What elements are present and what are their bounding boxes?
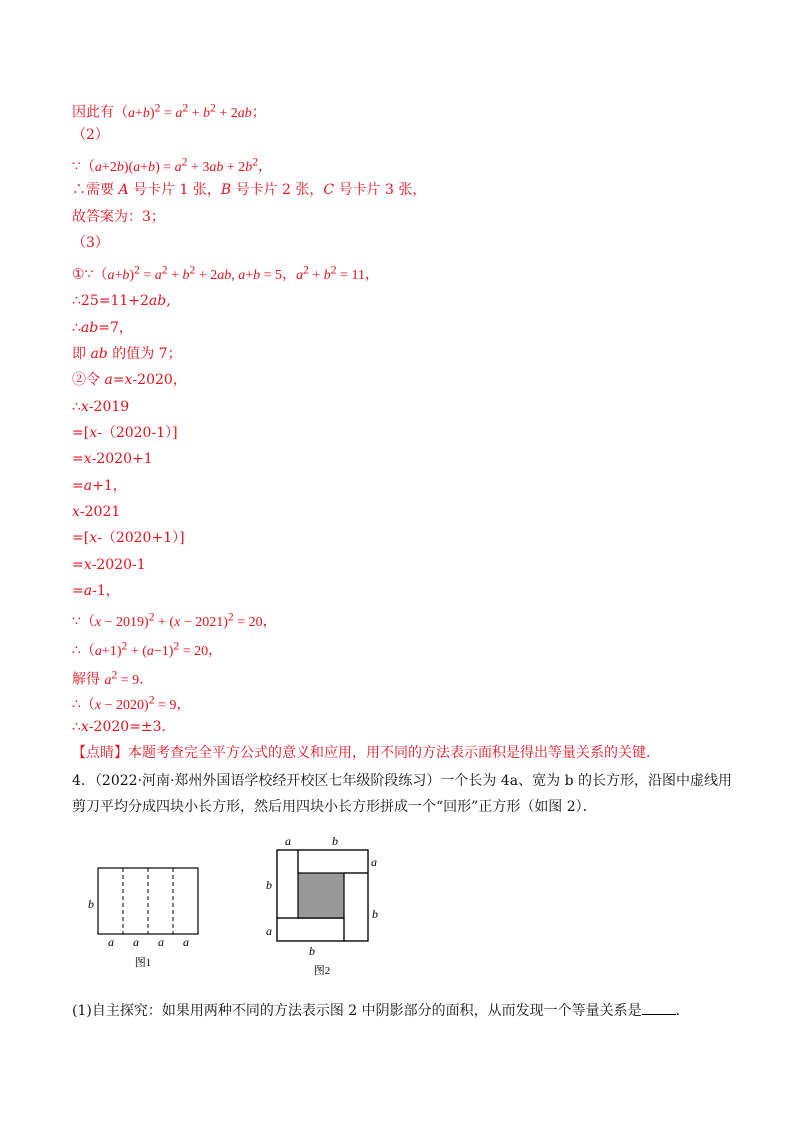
- solution-line-24: ∴x-2020=±3．: [72, 719, 176, 735]
- figure2-label-b: b: [309, 944, 315, 958]
- solution-line-19: =a-1，: [72, 583, 120, 599]
- figure2-piece-top: [298, 850, 368, 873]
- figure2-piece-left: [277, 850, 298, 918]
- figure2-label-a: a: [285, 834, 291, 848]
- figure-1: [80, 862, 210, 974]
- solution-line-23: ∴（x − 2020)$^2$ = 9，: [72, 693, 191, 713]
- solution-line-11: ②令 a=x-2020，: [72, 372, 187, 388]
- solution-line-4: ∴需要 A 号卡片 1 张，B 号卡片 2 张，C 号卡片 3 张，: [72, 182, 427, 198]
- figure2-piece-right: [344, 873, 368, 941]
- solution-line-6: （3）: [72, 235, 109, 251]
- figure1-label-a: a: [108, 935, 114, 949]
- solution-line-10: 即 ab 的值为 7；: [72, 346, 182, 362]
- figure1-caption: 图1: [134, 957, 152, 969]
- solution-line-14: =x-2020+1: [72, 451, 153, 467]
- figure2-label-a: a: [266, 924, 272, 938]
- solution-line-13: =[x-（2020-1）]: [72, 425, 178, 441]
- solution-line-20: ∵（x − $2019)^2 + (x - 2021)^2 = 20$，: [72, 610, 277, 630]
- figure1-label-b: b: [88, 897, 94, 911]
- solution-line-5: 故答案为：3；: [72, 209, 165, 225]
- figure1-label-a: a: [183, 935, 189, 949]
- solution-line-12: ∴x-2019: [72, 399, 130, 415]
- figure1-label-a: a: [133, 935, 139, 949]
- figure2-caption: 图2: [313, 965, 331, 977]
- question1-end: ．: [675, 1003, 690, 1019]
- solution-line-21: ∴（a+1)$^2$ + $(a-1)^2 = 20$，: [72, 639, 223, 659]
- solution-line-7: ①∵（a+b)$^2$ = $a^2 + b^2 + 2ab$, a+b = 5，$a^2 + b^2 = 11$，: [72, 263, 380, 283]
- figure2-shaded-square: [298, 873, 344, 919]
- figure-2: [258, 828, 393, 980]
- solution-line-17: =[x-（2020+1）]: [72, 530, 185, 546]
- figure2-label-b: b: [332, 834, 338, 848]
- solution-line-2: （2）: [72, 127, 109, 143]
- figure2-piece-bottom: [277, 918, 344, 941]
- solution-line-18: =x-2020-1: [72, 557, 146, 573]
- figure2-label-b: b: [266, 878, 272, 892]
- figure2-label-a: a: [371, 855, 377, 869]
- solution-line-8: ∴25=11+2ab,: [72, 293, 171, 309]
- key-point-note: 【点睛】本题考查完全平方公式的意义和应用，用不同的方法表示面积是得出等量关系的关键．: [72, 745, 660, 761]
- problem4-statement-line1: 4．（2022·河南·郑州外国语学校经开校区七年级阶段练习）一个长为 4a、宽为 b 的长方形，沿图中虚线用: [72, 773, 733, 789]
- problem4-question-1: [72, 1002, 690, 1020]
- solution-line-16: x-2021: [72, 504, 121, 520]
- solution-line-22: 解得 $a^2 = 9$．: [72, 668, 154, 688]
- problem4-statement-line2: 剪刀平均分成四块小长方形，然后用四块小长方形拼成一个“回形”正方形（如图 2）．: [72, 799, 597, 815]
- solution-line-15: =a+1，: [72, 478, 127, 494]
- solution-line-1: 因此有$(a+b)^2 = a^2 + b^2 + 2ab$；: [72, 101, 266, 121]
- figure2-label-b: b: [372, 907, 378, 921]
- question1-text: (1)自主探究：如果用两种不同的方法表示图 2 中阴影部分的面积，从而发现一个等量关系是: [72, 1003, 642, 1019]
- solution-line-9: ∴ab=7，: [72, 320, 133, 336]
- solution-line-3: ∵（a+2b)(a+b) = $a^2 + 3ab + 2b^2$，: [72, 155, 273, 175]
- answer-blank[interactable]: [642, 1002, 676, 1015]
- figure1-label-a: a: [158, 935, 164, 949]
